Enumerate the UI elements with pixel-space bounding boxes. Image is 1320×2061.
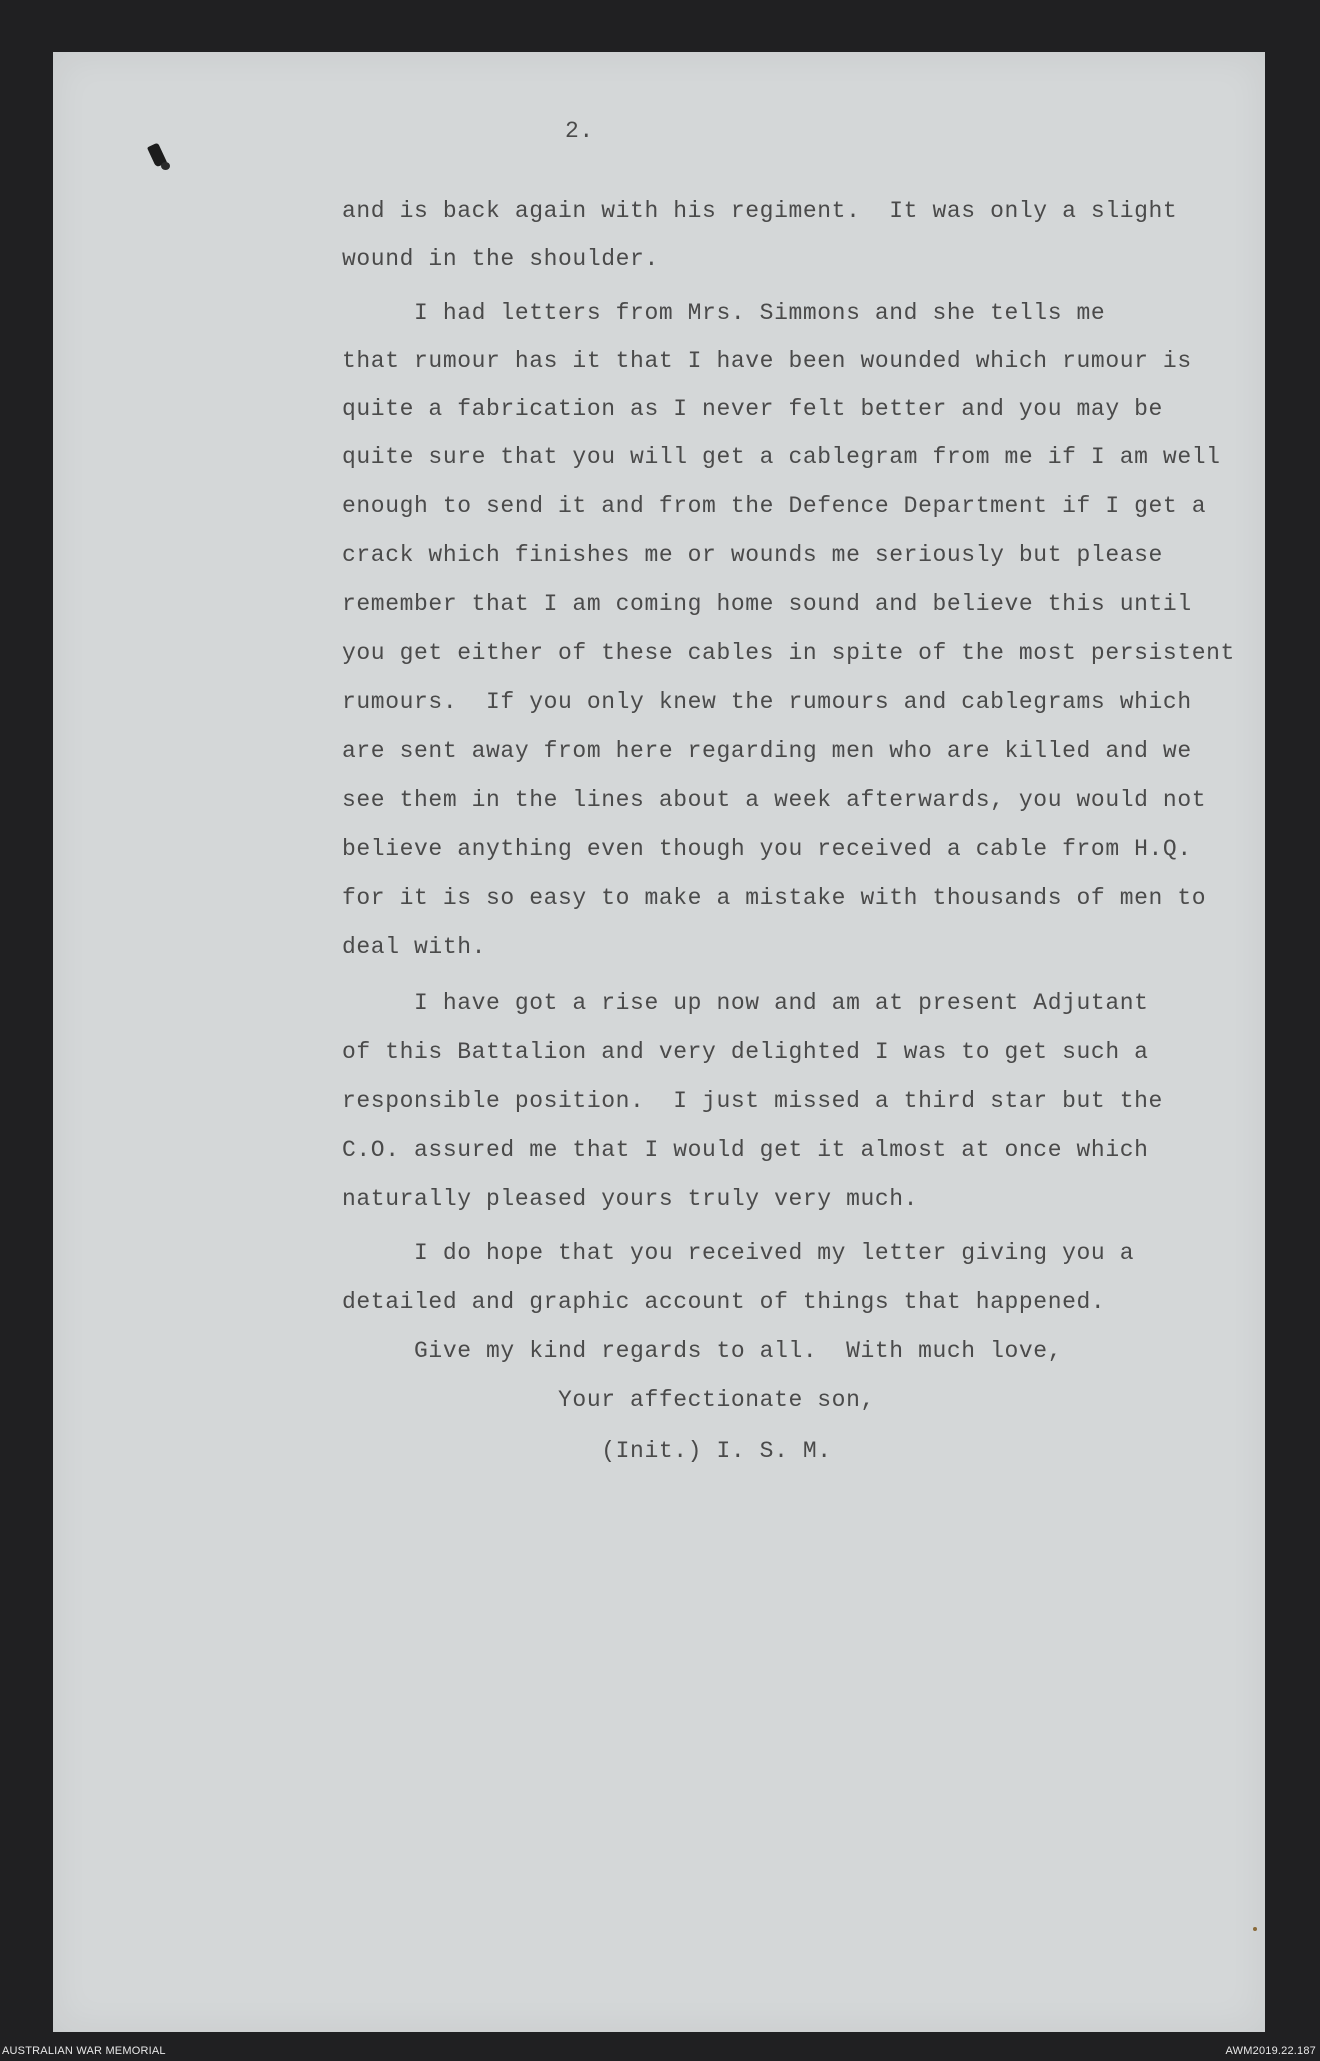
letter-line-23: detailed and graphic account of things that happened.	[342, 1289, 1106, 1315]
letter-line-9: remember that I am coming home sound and believe this until	[342, 591, 1192, 617]
letter-line-2: wound in the shoulder.	[342, 246, 659, 272]
letter-line-3: I had letters from Mrs. Simmons and she tells me	[342, 300, 1106, 326]
letter-line-19: responsible position. I just missed a third star but the	[342, 1088, 1163, 1114]
signature-initials: (Init.) I. S. M.	[342, 1438, 832, 1464]
letter-line-12: are sent away from here regarding men who are killed and we	[342, 738, 1192, 764]
archive-credit: AUSTRALIAN WAR MEMORIAL	[2, 2045, 166, 2057]
letter-line-21: naturally pleased yours truly very much.	[342, 1186, 919, 1212]
letter-line-4: that rumour has it that I have been wounded which rumour is	[342, 348, 1192, 374]
letter-line-17: I have got a rise up now and am at present Adjutant	[342, 990, 1149, 1016]
letter-line-8: crack which finishes me or wounds me seriously but please	[342, 542, 1163, 568]
letter-line-14: believe anything even though you received a cable from H.Q.	[342, 836, 1192, 862]
letter-line-11: rumours. If you only knew the rumours and cablegrams which	[342, 689, 1192, 715]
letter-line-13: see them in the lines about a week afterwards, you would not	[342, 787, 1207, 813]
archive-reference: AWM2019.22.187	[1225, 2045, 1316, 2057]
ink-mark-dot	[161, 162, 170, 170]
letter-line-7: enough to send it and from the Defence Department if I get a	[342, 493, 1207, 519]
letter-line-16: deal with.	[342, 934, 487, 960]
closing-line: Your affectionate son,	[342, 1387, 875, 1413]
letter-line-22: I do hope that you received my letter giving you a	[342, 1240, 1135, 1266]
letter-line-1: and is back again with his regiment. It was only a slight	[342, 198, 1178, 224]
letter-line-24: Give my kind regards to all. With much love,	[342, 1338, 1063, 1364]
letter-line-18: of this Battalion and very delighted I was to get such a	[342, 1039, 1149, 1065]
letter-line-10: you get either of these cables in spite of the most persistent	[342, 640, 1235, 666]
letter-line-15: for it is so easy to make a mistake with thousands of men to	[342, 885, 1207, 911]
page-number: 2.	[565, 118, 594, 144]
letter-line-6: quite sure that you will get a cablegram from me if I am well	[342, 444, 1221, 470]
paper-speck	[1253, 1927, 1257, 1931]
letter-line-5: quite a fabrication as I never felt better and you may be	[342, 396, 1163, 422]
letter-line-20: C.O. assured me that I would get it almost at once which	[342, 1137, 1149, 1163]
